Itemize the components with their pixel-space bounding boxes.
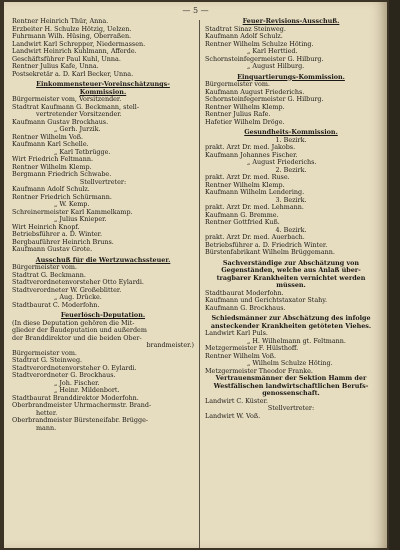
text-line: „ Wilhelm Schulze Höting. — [247, 360, 333, 367]
text-line: Stadtverordnetenvorsteher Otto Eylardi. — [12, 279, 144, 286]
text-line: Metzgermeister F. Hülsthoff. — [205, 345, 299, 352]
text-line: „ Julius Knieper. — [54, 216, 107, 223]
text-line: (In diese Deputation gehören die Mit- — [12, 319, 135, 327]
text-line: 3. Bezirk. — [275, 196, 307, 204]
text-line: Kaufmann und Gerichtstaxator Stahy. — [205, 297, 328, 304]
text-line: „ Joh. Fischer. — [54, 379, 100, 387]
text-line: Kaufmann Adolf Schulz. — [12, 186, 90, 193]
text-line: Rentner Wilhelm Schulze Höting. — [205, 40, 314, 48]
text-line: Stadtbaurat Branddirektor Moderfohn. — [12, 394, 139, 402]
text-line: Landwirt C. Küster. — [205, 397, 268, 405]
text-line: Kaufmann August Friederichs. — [205, 88, 305, 96]
text-line: prakt. Arzt Dr. med. Auerbach. — [205, 234, 305, 241]
text-line: prakt. Arzt Dr. med. Lehmann. — [205, 204, 304, 211]
text-line: Kaufmann Gustav Grote. — [12, 246, 93, 253]
text-line: Rentner Heinrich Thür, Anna. — [12, 18, 109, 25]
text-line: Landwirt W. Voß. — [205, 412, 261, 420]
text-line: „ Aug. Drücke. — [54, 294, 102, 301]
section-heading: Westfälischen landwirtschaftlichen Berufs- — [213, 382, 369, 390]
section-heading: Feuerlösch-Deputation. — [60, 312, 146, 319]
column-divider — [199, 20, 200, 548]
text-line: Bürstenfabrikant Wilhelm Brüggemann. — [205, 249, 335, 256]
text-line: „ August Hilburg. — [247, 63, 305, 70]
text-line: Betriebsführer a. D. Friedrich Winter. — [205, 241, 328, 249]
text-line: Stadtbaurat C. Moderfohn. — [12, 301, 100, 309]
text-line: Stadtverordnetenvorsteher O. Eylardi. — [12, 364, 137, 372]
book-gutter — [389, 0, 400, 550]
text-line: „ August Friederichs. — [247, 159, 317, 166]
text-line: „ Karl Herttied. — [247, 48, 298, 55]
section-heading: Einquartierungs-Kommission. — [237, 73, 345, 81]
text-line: Oberbrandmeister Uhrmachermstr. Brand- — [12, 402, 152, 409]
section-heading: Schiedsmänner zur Abschätzung des infolge — [211, 315, 371, 322]
text-line: Geschäftsführer Paul Kuhl, Unna. — [12, 55, 121, 63]
text-line: Landwirt Karl Schrepper, Niedermassen. — [12, 40, 146, 48]
text-line: 2. Bezirk. — [275, 166, 307, 174]
text-line: Schornsteinfegermeister G. Hilburg. — [205, 55, 324, 63]
text-line: Kaufmann Gustav Brockhaus. — [12, 118, 109, 126]
text-line: Schreinermeister Karl Kammelkamp. — [12, 208, 133, 216]
text-line: prakt. Arzt Dr. med. Ruse. — [205, 174, 290, 181]
text-line: „ Heinr. Mildenbort. — [54, 387, 120, 394]
text-line: Stadtbaurat Moderfohn. — [205, 289, 284, 297]
text-line: Landwirt Heinrich Kuhlmann, Afferde. — [12, 48, 137, 55]
text-line: „ Karl Tetbrügge. — [54, 148, 111, 156]
section-heading: müssen. — [276, 282, 306, 289]
section-heading: Gegenständen, welche aus Anlaß über- — [221, 267, 361, 274]
text-line: Bürgermeister vom, Vorsitzender. — [12, 96, 122, 103]
text-line: Rentner Julius Kafe, Unna. — [12, 63, 99, 70]
text-line: Rentner Wilhelm Voß. — [12, 133, 84, 141]
text-line: „ Gerh. Jurzik. — [54, 126, 101, 133]
section-heading: Kommission. — [79, 88, 127, 96]
section-heading: tragbarer Krankheiten vernichtet werden — [216, 274, 366, 282]
book-page — [4, 2, 387, 548]
text-line: Landwirt Karl Puls. — [205, 330, 268, 337]
text-line: Fuhrmann Wilh. Hüsing, Oberraßen. — [12, 33, 132, 40]
text-line: Bürgermeister vom. — [205, 81, 270, 88]
page-number: — 5 — — [182, 6, 209, 15]
text-line: Stadtrat Kaufmann G. Beckmann, stell- — [12, 103, 139, 111]
left-column — [12, 18, 194, 432]
text-line: Rentner Wilhelm Voß. — [205, 352, 277, 360]
text-line: Stadtrat G. Steinweg. — [12, 357, 83, 364]
text-line: hetter. — [36, 409, 58, 417]
text-line: Rentner Wilhelm Klemp. — [205, 181, 285, 189]
text-line: Wirt Heinrich Knopf. — [12, 223, 80, 231]
text-line: Schornsteinfegermeister G. Hilburg. — [205, 96, 324, 103]
section-heading: ansteckender Krankheiten getöteten Viehes. — [210, 322, 372, 330]
text-line: „ W. Kemp. — [54, 201, 90, 208]
text-line: Bergmann Friedrich Schwabe. — [12, 171, 112, 178]
text-line: Hafetier Wilhelm Dröge. — [205, 118, 285, 126]
section-heading: Vertrauensmänner der Sektion Hamm der — [215, 375, 367, 382]
text-line: Rentner Wilhelm Klemp. — [205, 103, 285, 111]
text-line: Bergbauführer Heinrich Bruns. — [12, 238, 114, 246]
text-line: Kaufmann G. Brockhaus. — [205, 304, 286, 312]
text-line: Stadtrat Sinaz Steinweg. — [205, 25, 286, 33]
text-line: Rentner Julius Rafe. — [205, 111, 271, 118]
text-line: Rentner Wilhelm Klemp. — [12, 163, 92, 171]
text-line: Rentner Gottfried Kuß. — [205, 219, 280, 226]
text-line: glieder der Baudeputation und außerdem — [12, 327, 147, 334]
text-line: Kaufmann G. Bremme. — [205, 211, 279, 219]
text-line: Stellvertreter: — [79, 178, 127, 186]
text-line: Bürgermeister vom. — [12, 264, 77, 271]
text-line: Stadtverordneter G. Brockhaus. — [12, 372, 116, 379]
section-heading: Sachverständige zur Abschätzung von — [222, 259, 360, 267]
section-heading: Ausschuß für die Wertzuwachssteuer. — [35, 256, 171, 264]
text-line: 1. Bezirk. — [275, 136, 307, 144]
text-line: Kaufmann Karl Schelle. — [12, 141, 89, 148]
text-line: Oberbrandmeister Bürsteneifabr. Brügge- — [12, 417, 149, 424]
text-line: Betriebsführer a. D. Winter. — [12, 231, 102, 238]
text-line: 4. Bezirk. — [275, 226, 307, 234]
text-line: Bürgermeister vom. — [12, 349, 77, 357]
text-line: prakt. Arzt Dr. med. Jakobs. — [205, 144, 296, 151]
text-line: der Branddirektor und die beiden Ober- — [12, 334, 142, 342]
right-column — [205, 18, 377, 420]
section-heading: genossenschaft. — [262, 390, 320, 397]
text-line: Kaufmann Wilhelm Lendering. — [205, 189, 305, 196]
text-line: „ H. Wilhelmann gt. Feltmann. — [247, 337, 346, 345]
text-line: Stadtrat G. Beckmann. — [12, 271, 86, 279]
text-line: Kaufmann Adolf Schulz. — [205, 33, 283, 40]
section-heading: Feuer-Revisions-Ausschuß. — [242, 18, 340, 25]
section-heading: Einkommensteuer-Voreinschätzungs- — [36, 81, 170, 88]
text-line: Stadtverordneter W. Großeblitter. — [12, 286, 122, 294]
text-line: Postsekretär a. D. Karl Becker, Unna. — [12, 70, 134, 78]
text-line: Rentner Friedrich Schürmann. — [12, 193, 112, 201]
text-line: mann. — [36, 424, 57, 432]
text-line: vertretender Vorsitzender. — [36, 111, 122, 118]
section-heading: Gesundheits-Kommission. — [244, 129, 338, 136]
text-line: Stellvertreter: — [267, 405, 315, 412]
text-line: Wirt Friedrich Feltmann. — [12, 156, 93, 163]
text-line: Kaufmann Johannes Fischer. — [205, 151, 298, 159]
text-line: brandmeister.) — [146, 342, 194, 349]
text-line: Erzbeiter H. Schulze Hötzig, Uelzen. — [12, 25, 132, 33]
text-line: Metzgermeister Theodor Franke. — [205, 367, 313, 375]
